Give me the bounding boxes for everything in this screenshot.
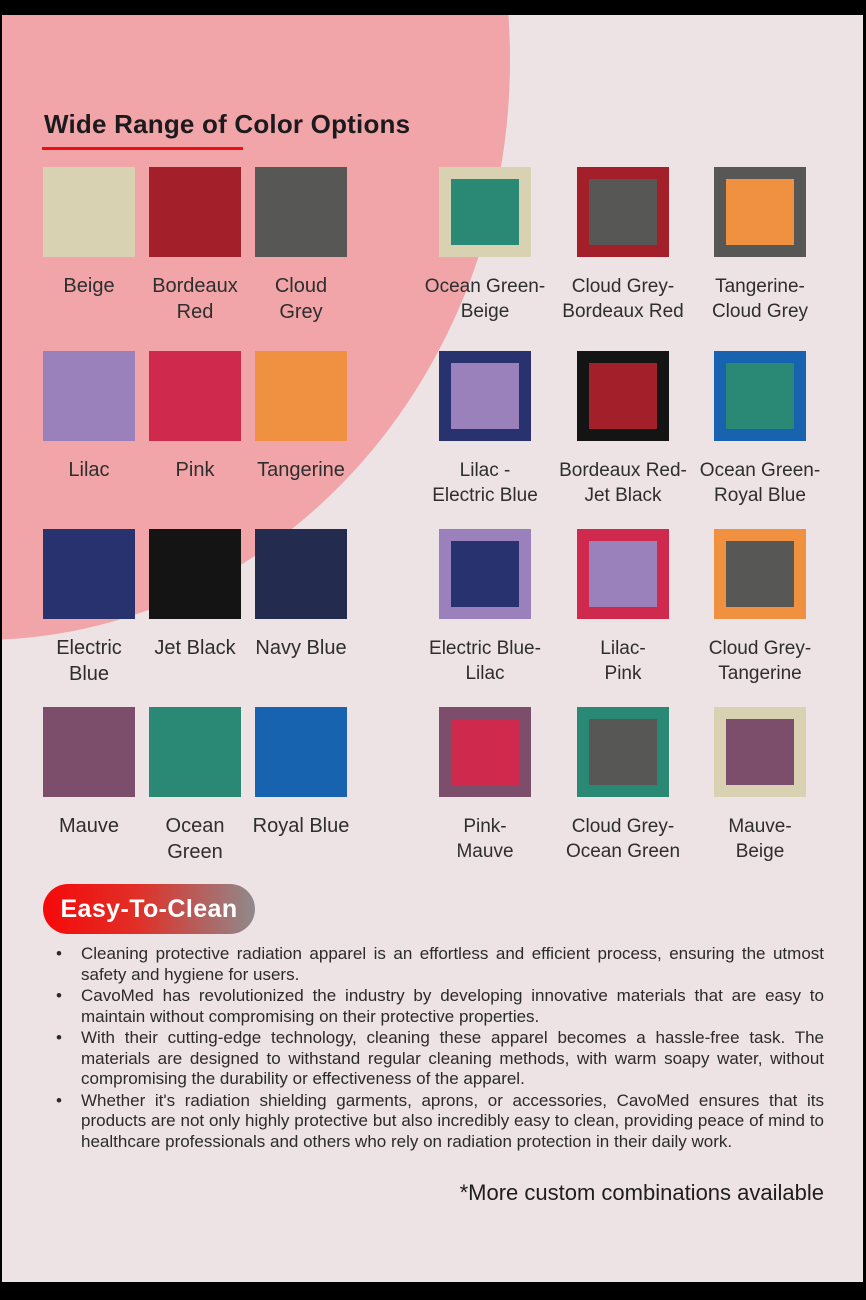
swatch-royal-blue xyxy=(255,707,347,797)
combo-inner-square xyxy=(726,541,794,607)
swatch-cell-lilac xyxy=(36,351,142,483)
page-title: Wide Range of Color Options xyxy=(44,109,411,139)
swatch-label: Mauve xyxy=(58,815,120,837)
combo-inner-square xyxy=(589,719,657,785)
combo-label: Cloud Grey- Ocean Green xyxy=(565,816,681,862)
swatch-pink xyxy=(149,351,241,441)
swatch-cloud-grey xyxy=(255,167,347,257)
swatch-label: Cloud Grey xyxy=(274,275,328,323)
swatch-cell-royal-blue xyxy=(248,707,354,839)
swatch-cell-beige xyxy=(36,167,142,299)
swatch-cell-jet-black xyxy=(142,529,248,661)
bullet-item: • With their cutting-edge technology, cleaning these apparel becomes a hassle-free task. The materials are designed to withstand regular cleaning methods, with warm soapy water, without compromising the durability or effectiveness of the apparel. xyxy=(48,1028,824,1090)
swatch-cell-mauve xyxy=(36,707,142,839)
combo-inner-square xyxy=(451,179,519,245)
combo-inner-square xyxy=(726,179,794,245)
combo-cell-ocean-green-royal-blue xyxy=(685,351,835,508)
combo-cell-cloud-grey-ocean-green xyxy=(548,707,698,864)
swatch-navy-blue xyxy=(255,529,347,619)
combo-inner-square xyxy=(589,179,657,245)
combo-inner-square xyxy=(726,719,794,785)
swatch-label: Bordeaux Red xyxy=(152,275,238,323)
bullet-item: • Whether it's radiation shielding garments, aprons, or accessories, CavoMed ensures that its products are not only highly protective but also incredibly easy to clean, providing peace of mind to healthcare professionals and others who rely on radiation protection in their daily work. xyxy=(48,1091,824,1153)
swatch-tangerine xyxy=(255,351,347,441)
combo-cell-lilac-electric-blue xyxy=(410,351,560,508)
combo-label: Pink- Mauve xyxy=(456,816,514,862)
swatch-cell-navy-blue xyxy=(248,529,354,661)
footnote: *More custom combinations available xyxy=(459,1180,824,1205)
combo-swatch-electric-blue-lilac xyxy=(439,529,531,619)
combo-label: Lilac - Electric Blue xyxy=(432,460,538,506)
swatch-label: Royal Blue xyxy=(252,815,350,837)
combo-inner-square xyxy=(451,719,519,785)
swatch-mauve xyxy=(43,707,135,797)
swatch-label: Ocean Green xyxy=(165,815,225,863)
combo-label: Cloud Grey- Bordeaux Red xyxy=(562,276,684,322)
combo-swatch-ocean-green-royal-blue xyxy=(714,351,806,441)
swatch-lilac xyxy=(43,351,135,441)
combo-inner-square xyxy=(726,363,794,429)
swatch-ocean-green xyxy=(149,707,241,797)
swatch-label: Beige xyxy=(63,275,115,297)
combo-cell-cloud-grey-tangerine xyxy=(685,529,835,686)
combo-swatch-bordeaux-red-jet-black xyxy=(577,351,669,441)
swatch-cell-electric-blue xyxy=(36,529,142,687)
swatch-label: Lilac xyxy=(68,459,110,481)
combo-label: Ocean Green- Beige xyxy=(424,276,546,322)
combo-cell-bordeaux-red-jet-black xyxy=(548,351,698,508)
swatch-cell-ocean-green xyxy=(142,707,248,865)
combo-label: Electric Blue- Lilac xyxy=(429,638,541,684)
combo-cell-lilac-pink xyxy=(548,529,698,686)
bullet-item: • Cleaning protective radiation apparel is an effortless and efficient process, ensuring the utmost safety and hygiene for users. xyxy=(48,944,824,985)
swatch-bordeaux-red xyxy=(149,167,241,257)
swatch-cell-cloud-grey xyxy=(248,167,354,325)
combo-cell-electric-blue-lilac xyxy=(410,529,560,686)
combo-label: Lilac- Pink xyxy=(600,638,646,684)
combo-cell-cloud-grey-bordeaux-red xyxy=(548,167,698,324)
combo-swatch-lilac-pink xyxy=(577,529,669,619)
combo-cell-tangerine-cloud-grey xyxy=(685,167,835,324)
combo-swatch-tangerine-cloud-grey xyxy=(714,167,806,257)
combo-label: Cloud Grey- Tangerine xyxy=(708,638,812,684)
combo-swatch-cloud-grey-bordeaux-red xyxy=(577,167,669,257)
combo-cell-pink-mauve xyxy=(410,707,560,864)
bottom-black-bar xyxy=(0,1282,866,1300)
swatch-cell-bordeaux-red xyxy=(142,167,248,325)
bullet-item: • CavoMed has revolutionized the industry by developing innovative materials that are easy to maintain without compromising on their protective properties. xyxy=(48,986,824,1027)
combo-inner-square xyxy=(589,363,657,429)
swatch-label: Electric Blue xyxy=(56,637,122,685)
easy-to-clean-badge: Easy-To-Clean xyxy=(43,884,255,934)
swatch-cell-pink xyxy=(142,351,248,483)
bullet-list xyxy=(48,944,824,1153)
combo-cell-mauve-beige xyxy=(685,707,835,864)
swatch-label: Tangerine xyxy=(257,459,345,481)
combo-label: Ocean Green- Royal Blue xyxy=(699,460,821,506)
combo-inner-square xyxy=(451,541,519,607)
combo-swatch-lilac-electric-blue xyxy=(439,351,531,441)
combo-swatch-cloud-grey-ocean-green xyxy=(577,707,669,797)
combo-label: Tangerine- Cloud Grey xyxy=(711,276,809,322)
left-black-edge xyxy=(0,0,2,1300)
swatch-jet-black xyxy=(149,529,241,619)
top-black-bar xyxy=(0,0,866,15)
combo-inner-square xyxy=(589,541,657,607)
swatch-beige xyxy=(43,167,135,257)
swatch-cell-tangerine xyxy=(248,351,354,483)
combo-inner-square xyxy=(451,363,519,429)
swatch-label: Pink xyxy=(175,459,215,481)
combo-label: Bordeaux Red- Jet Black xyxy=(559,460,687,506)
swatch-label: Jet Black xyxy=(154,637,236,659)
combo-swatch-mauve-beige xyxy=(714,707,806,797)
combo-swatch-cloud-grey-tangerine xyxy=(714,529,806,619)
combo-swatch-ocean-green-beige xyxy=(439,167,531,257)
combo-cell-ocean-green-beige xyxy=(410,167,560,324)
title-underline xyxy=(42,147,243,150)
swatch-electric-blue xyxy=(43,529,135,619)
combo-swatch-pink-mauve xyxy=(439,707,531,797)
swatch-label: Navy Blue xyxy=(255,637,347,659)
combo-label: Mauve- Beige xyxy=(728,816,792,862)
